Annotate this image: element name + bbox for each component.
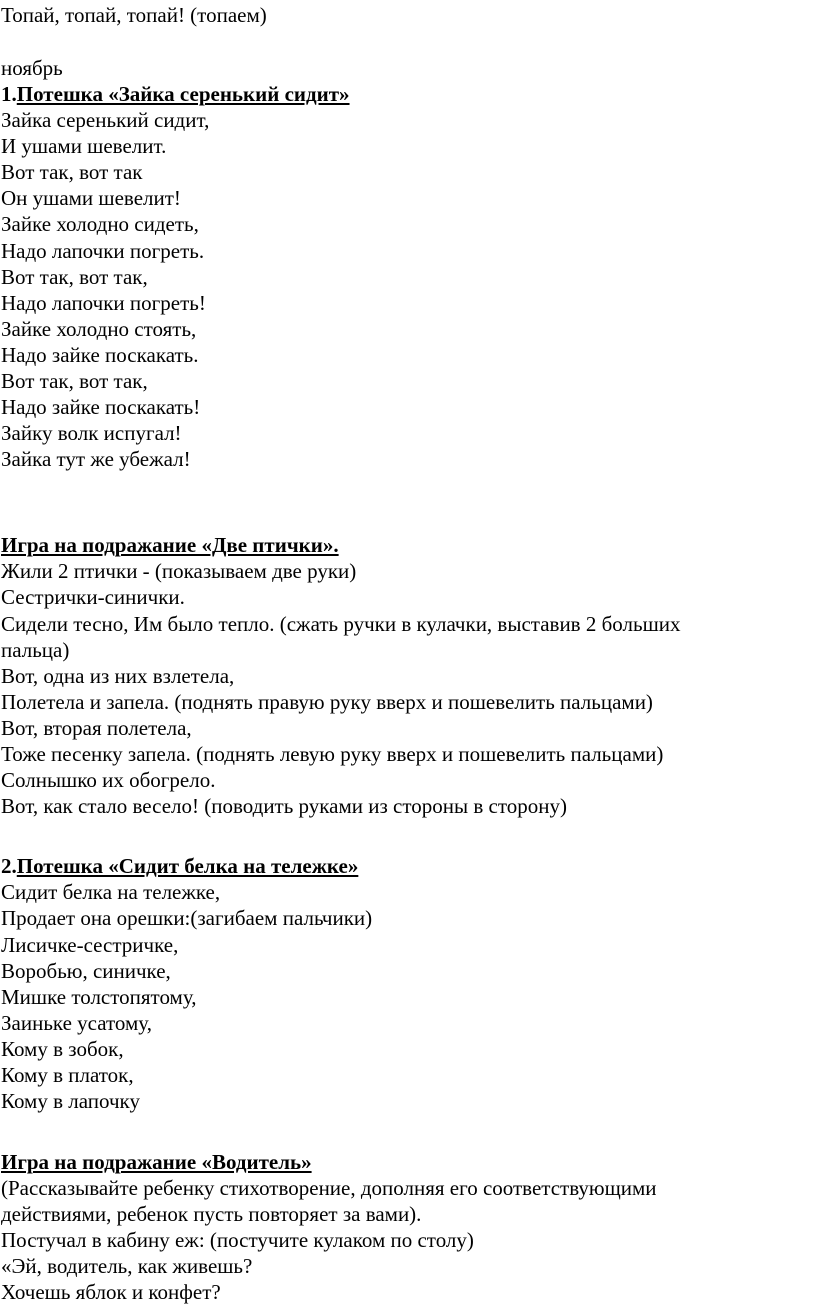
intro-line: Топай, топай, топай! (топаем) <box>1 3 267 27</box>
game2-line: Постучал в кабину еж: (постучите кулаком по столу) <box>1 1228 474 1252</box>
game1-title: Игра на подражание «Две птички». <box>1 533 339 557</box>
section1-heading <box>1 81 350 107</box>
poem2-line: Заиньке усатому, <box>1 1011 152 1035</box>
poem1-line: Зайка серенький сидит, <box>1 108 210 132</box>
game2-line: Хочешь яблок и конфет? <box>1 1280 221 1304</box>
poem1-line: Зайке холодно стоять, <box>1 317 197 341</box>
section1-number: 1. <box>1 82 17 106</box>
poem1-line: И ушами шевелит. <box>1 134 167 158</box>
game2-line: «Эй, водитель, как живешь? <box>1 1254 253 1278</box>
poem2-line: Мишке толстопятому, <box>1 985 197 1009</box>
poem1-line: Надо зайке поскакать! <box>1 395 201 419</box>
game1-line: пальца) <box>1 638 70 662</box>
poem2-line: Кому в лапочку <box>1 1089 140 1113</box>
poem2-line: Кому в зобок, <box>1 1037 124 1061</box>
game1-line: Сестрички-синички. <box>1 585 185 609</box>
poem2-line: Воробью, синичке, <box>1 959 171 983</box>
section2-title: Потешка «Сидит белка на тележке» <box>16 854 359 878</box>
section2-heading <box>1 853 358 879</box>
poem1-line: Надо лапочки погреть! <box>1 291 206 315</box>
poem1-line: Надо лапочки погреть. <box>1 239 205 263</box>
game1-line: Солнышко их обогрело. <box>1 768 216 792</box>
game1-line: Тоже песенку запела. (поднять левую руку вверх и пошевелить пальцами) <box>1 742 664 766</box>
poem2-line: Лисичке-сестричке, <box>1 933 179 957</box>
poem1-line: Надо зайке поскакать. <box>1 343 199 367</box>
game2-line: (Рассказывайте ребенку стихотворение, дополняя его соответствующими <box>1 1176 657 1200</box>
poem1-line: Он ушами шевелит! <box>1 186 181 210</box>
game1-line: Сидели тесно, Им было тепло. (сжать ручки в кулачки, выставив 2 больших <box>1 612 681 636</box>
game2-title: Игра на подражание «Водитель» <box>1 1150 312 1174</box>
game1-line: Полетела и запела. (поднять правую руку вверх и пошевелить пальцами) <box>1 690 653 714</box>
poem1-line: Вот так, вот так, <box>1 265 148 289</box>
game1-line: Жили 2 птички - (показываем две руки) <box>1 559 357 583</box>
poem1-line: Вот так, вот так, <box>1 369 148 393</box>
game1-line: Вот, вторая полетела, <box>1 716 192 740</box>
poem1-line: Зайке холодно сидеть, <box>1 212 199 236</box>
month-label: ноябрь <box>1 56 63 80</box>
poem1-line: Вот так, вот так <box>1 160 143 184</box>
game1-line: Вот, одна из них взлетела, <box>1 664 235 688</box>
poem2-line: Сидит белка на тележке, <box>1 880 221 904</box>
section2-number: 2. <box>1 854 17 878</box>
poem1-line: Зайка тут же убежал! <box>1 447 191 471</box>
poem1-line: Зайку волк испугал! <box>1 421 182 445</box>
game1-line: Вот, как стало весело! (поводить руками из стороны в сторону) <box>1 794 567 818</box>
game2-line: действиями, ребенок пусть повторяет за вами). <box>1 1202 422 1226</box>
poem2-line: Кому в платок, <box>1 1063 134 1087</box>
poem2-line: Продает она орешки:(загибаем пальчики) <box>1 906 373 930</box>
section1-title: Потешка «Зайка серенький сидит» <box>16 82 350 106</box>
